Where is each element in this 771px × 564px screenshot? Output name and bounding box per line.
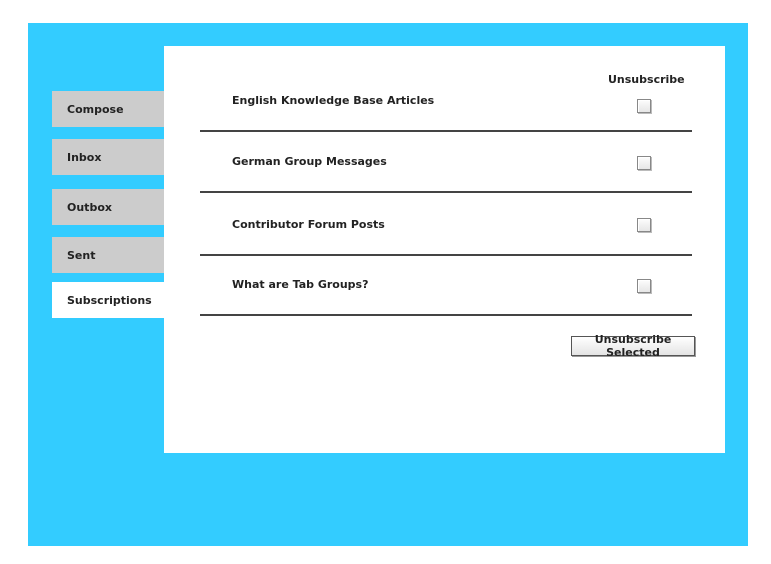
unsubscribe-selected-button[interactable]: Unsubscribe Selected (571, 336, 695, 356)
tab-inbox[interactable] (52, 139, 164, 175)
app-frame (28, 23, 748, 546)
tab-outbox[interactable] (52, 189, 164, 225)
subscription-label: Contributor Forum Posts (232, 218, 385, 231)
tab-label: Outbox (67, 200, 112, 214)
tab-compose[interactable] (52, 91, 164, 127)
tab-label: Subscriptions (67, 293, 152, 307)
unsubscribe-checkbox[interactable] (637, 99, 651, 113)
subscription-label: English Knowledge Base Articles (232, 94, 435, 107)
unsubscribe-column-header: Unsubscribe (608, 73, 685, 86)
row-divider (200, 314, 692, 316)
tab-label: Inbox (67, 150, 102, 164)
tab-subscriptions[interactable] (52, 282, 164, 318)
subscription-label: German Group Messages (232, 155, 387, 168)
row-divider (200, 130, 692, 132)
subscription-label: What are Tab Groups? (232, 278, 369, 291)
unsubscribe-checkbox[interactable] (637, 279, 651, 293)
tab-label: Sent (67, 248, 96, 262)
row-divider (200, 191, 692, 193)
row-divider (200, 254, 692, 256)
tab-label: Compose (67, 102, 124, 116)
tab-sent[interactable] (52, 237, 164, 273)
unsubscribe-checkbox[interactable] (637, 156, 651, 170)
subscriptions-panel (164, 46, 725, 453)
unsubscribe-checkbox[interactable] (637, 218, 651, 232)
